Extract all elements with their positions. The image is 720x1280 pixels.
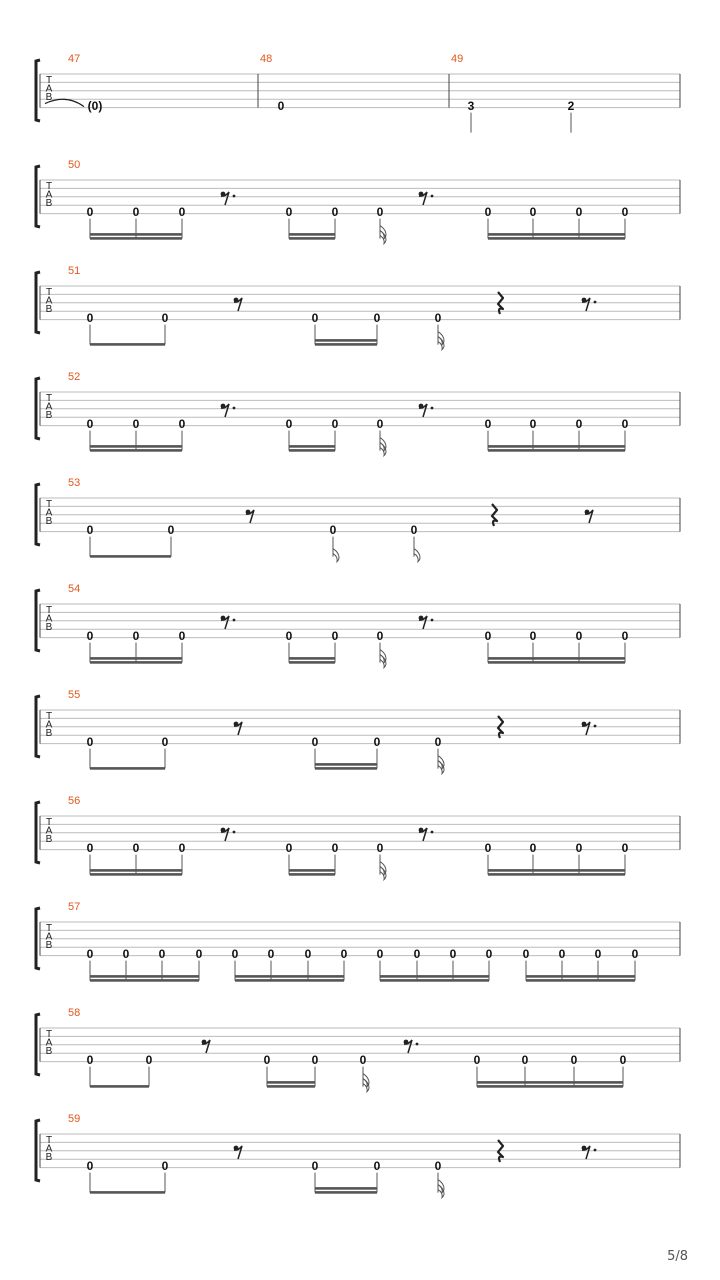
beam [488, 657, 625, 660]
fret-number: 0 [529, 417, 537, 432]
beam [90, 657, 182, 660]
tab-clef-letter: B [45, 1045, 53, 1057]
tab-clef-letter: B [45, 621, 53, 633]
fret-number: 0 [277, 99, 285, 114]
measure-number: 58 [68, 1007, 81, 1019]
beam [477, 1081, 623, 1084]
measure-number: 54 [68, 583, 81, 595]
beam [289, 657, 335, 660]
system-bracket [36, 166, 40, 227]
tab-clef-letter: T [45, 817, 53, 828]
fret-number: 0 [558, 947, 566, 962]
staff-system [36, 1113, 680, 1198]
fret-number: 0 [575, 417, 583, 432]
tab-clef-letter: B [45, 303, 53, 315]
beam [90, 555, 171, 558]
beam [90, 873, 182, 876]
fret-number: 0 [86, 947, 94, 962]
rest-dot [431, 407, 434, 410]
measure-number: 57 [68, 901, 81, 913]
system-bracket [36, 908, 40, 969]
tab-clef-letter: A [45, 401, 53, 413]
note-flag [333, 549, 339, 562]
beam [315, 767, 377, 770]
fret-number: 0 [311, 311, 319, 326]
fret-number: 0 [575, 629, 583, 644]
beam [235, 979, 344, 982]
fret-number: 0 [631, 947, 639, 962]
staff-system [36, 159, 680, 244]
tab-clef-letter: A [45, 931, 53, 943]
beam [90, 449, 182, 452]
fret-number: 0 [413, 947, 421, 962]
fret-number: 0 [529, 629, 537, 644]
fret-number: 0 [161, 311, 169, 326]
tab-clef-letter: A [45, 1143, 53, 1155]
beam [289, 869, 335, 872]
measure-number: 52 [68, 371, 81, 383]
fret-number: 0 [161, 735, 169, 750]
fret-number: 0 [86, 523, 94, 538]
fret-number: 0 [86, 417, 94, 432]
fret-number: 0 [621, 629, 629, 644]
fret-number: 0 [311, 1159, 319, 1174]
beam [90, 1085, 149, 1088]
fret-number: 0 [178, 205, 186, 220]
fret-number: 0 [484, 205, 492, 220]
fret-number: 0 [311, 1053, 319, 1068]
fret-number: 0 [263, 1053, 271, 1068]
staff-system [36, 1007, 680, 1092]
beam [289, 237, 335, 240]
beam [315, 339, 377, 342]
beam [289, 449, 335, 452]
beam [289, 445, 335, 448]
system-bracket [36, 802, 40, 863]
fret-number: 0 [484, 841, 492, 856]
fret-number: 0 [86, 735, 94, 750]
beam [315, 1187, 377, 1190]
fret-number: 0 [86, 311, 94, 326]
fret-number: 0 [449, 947, 457, 962]
beam [315, 1191, 377, 1194]
measure-number: 47 [68, 53, 81, 65]
tab-clef-letter: A [45, 295, 53, 307]
fret-number: 0 [575, 205, 583, 220]
beam [526, 975, 635, 978]
fret-number: 0 [178, 417, 186, 432]
tab-clef-letter: A [45, 189, 53, 201]
tab-clef-letter: T [45, 181, 53, 192]
fret-number: 0 [331, 841, 339, 856]
beam [90, 767, 165, 770]
system-bracket [36, 1120, 40, 1181]
beam [289, 873, 335, 876]
fret-number: 0 [86, 1159, 94, 1174]
staff-system [36, 265, 680, 350]
system-bracket [36, 378, 40, 439]
tab-clef-letter: A [45, 613, 53, 625]
fret-number: 0 [285, 417, 293, 432]
beam [488, 873, 625, 876]
tab-clef-letter: A [45, 1037, 53, 1049]
beam [235, 975, 344, 978]
fret-number: 0 [267, 947, 275, 962]
beam [526, 979, 635, 982]
beam [488, 449, 625, 452]
fret-number: 0 [86, 841, 94, 856]
tab-clef-letter: A [45, 825, 53, 837]
tab-clef-letter: B [45, 1151, 53, 1163]
rest-dot [594, 301, 597, 304]
system-bracket [36, 484, 40, 545]
fret-number: 0 [376, 947, 384, 962]
rest-dot [594, 725, 597, 728]
fret-number: 0 [434, 1159, 442, 1174]
beam [488, 445, 625, 448]
tab-clef-letter: B [45, 939, 53, 951]
page-number: 5/8 [667, 1249, 688, 1264]
note-flag [414, 549, 420, 562]
beam [477, 1085, 623, 1088]
beam [289, 233, 335, 236]
beam [90, 237, 182, 240]
beam [90, 975, 199, 978]
fret-number: 0 [86, 205, 94, 220]
fret-number: 0 [132, 629, 140, 644]
fret-number: 0 [86, 629, 94, 644]
fret-number: 0 [373, 311, 381, 326]
fret-number: 0 [594, 947, 602, 962]
fret-number: 0 [373, 735, 381, 750]
system-bracket [36, 590, 40, 651]
beam [267, 1081, 315, 1084]
system-bracket [36, 272, 40, 333]
system-bracket [36, 696, 40, 757]
rest-dot [233, 831, 236, 834]
tab-clef-letter: T [45, 393, 53, 404]
rest-dot [233, 619, 236, 622]
fret-number: 0 [373, 1159, 381, 1174]
fret-number: 0 [331, 205, 339, 220]
fret-number: 0 [484, 417, 492, 432]
tab-clef-letter: T [45, 287, 53, 298]
fret-number: 0 [376, 417, 384, 432]
fret-number: 0 [522, 947, 530, 962]
fret-number: 0 [621, 841, 629, 856]
tab-clef-letter: T [45, 499, 53, 510]
beam [90, 1191, 165, 1194]
fret-number: 0 [132, 417, 140, 432]
fret-number: 0 [521, 1053, 529, 1068]
staff-system [36, 795, 680, 880]
measure-number: 51 [68, 265, 81, 277]
fret-number: 0 [167, 523, 175, 538]
fret-number: (0) [87, 99, 103, 114]
fret-number: 0 [285, 205, 293, 220]
fret-number: 3 [467, 99, 475, 114]
beam [315, 763, 377, 766]
tab-clef-letter: T [45, 1029, 53, 1040]
tab-clef-letter: A [45, 83, 53, 95]
fret-number: 0 [331, 417, 339, 432]
beam [488, 869, 625, 872]
fret-number: 0 [376, 841, 384, 856]
measure-number: 49 [451, 53, 464, 65]
beam [488, 233, 625, 236]
fret-number: 0 [484, 629, 492, 644]
fret-number: 0 [570, 1053, 578, 1068]
fret-number: 0 [285, 841, 293, 856]
rest-dot [416, 1043, 419, 1046]
fret-number: 0 [158, 947, 166, 962]
measure-number: 55 [68, 689, 81, 701]
fret-number: 0 [132, 841, 140, 856]
beam [90, 661, 182, 664]
fret-number: 0 [231, 947, 239, 962]
rest-dot [431, 619, 434, 622]
staff-system [36, 53, 680, 133]
fret-number: 0 [575, 841, 583, 856]
tab-clef-letter: A [45, 507, 53, 519]
fret-number: 0 [529, 841, 537, 856]
fret-number: 2 [567, 99, 575, 114]
tab-clef-letter: B [45, 727, 53, 739]
staff-system [36, 901, 680, 982]
beam [380, 975, 489, 978]
system-bracket [36, 60, 40, 121]
tab-clef-letter: T [45, 1135, 53, 1146]
tab-clef-letter: T [45, 605, 53, 616]
beam [90, 445, 182, 448]
tab-clef-letter: B [45, 833, 53, 845]
measure-number: 53 [68, 477, 81, 489]
staff-system [36, 477, 680, 562]
fret-number: 0 [86, 1053, 94, 1068]
fret-number: 0 [145, 1053, 153, 1068]
measure-number: 56 [68, 795, 81, 807]
fret-number: 0 [331, 629, 339, 644]
fret-number: 0 [434, 735, 442, 750]
beam [90, 233, 182, 236]
fret-number: 0 [621, 205, 629, 220]
fret-number: 0 [340, 947, 348, 962]
fret-number: 0 [329, 523, 337, 538]
measure-number: 50 [68, 159, 81, 171]
fret-number: 0 [285, 629, 293, 644]
fret-number: 0 [376, 629, 384, 644]
tab-clef-letter: T [45, 75, 53, 86]
beam [90, 343, 165, 346]
fret-number: 0 [619, 1053, 627, 1068]
measure-number: 59 [68, 1113, 81, 1125]
beam [380, 979, 489, 982]
staff-system [36, 371, 680, 456]
beam [315, 343, 377, 346]
fret-number: 0 [621, 417, 629, 432]
staff-system [36, 689, 680, 774]
fret-number: 0 [161, 1159, 169, 1174]
fret-number: 0 [178, 629, 186, 644]
rest-dot [233, 407, 236, 410]
fret-number: 0 [132, 205, 140, 220]
beam [488, 237, 625, 240]
fret-number: 0 [359, 1053, 367, 1068]
beam [289, 661, 335, 664]
fret-number: 0 [473, 1053, 481, 1068]
system-bracket [36, 1014, 40, 1075]
fret-number: 0 [304, 947, 312, 962]
rest-dot [431, 831, 434, 834]
staff-system [36, 583, 680, 668]
tab-clef-letter: T [45, 711, 53, 722]
beam [90, 979, 199, 982]
beam [488, 661, 625, 664]
fret-number: 0 [376, 205, 384, 220]
fret-number: 0 [122, 947, 130, 962]
tab-clef-letter: T [45, 923, 53, 934]
tab-clef-letter: B [45, 197, 53, 209]
beam [90, 869, 182, 872]
tab-clef-letter: A [45, 719, 53, 731]
fret-number: 0 [410, 523, 418, 538]
fret-number: 0 [529, 205, 537, 220]
tab-clef-letter: B [45, 515, 53, 527]
fret-number: 0 [311, 735, 319, 750]
beam [267, 1085, 315, 1088]
tab-clef-letter: B [45, 409, 53, 421]
fret-number: 0 [434, 311, 442, 326]
fret-number: 0 [195, 947, 203, 962]
fret-number: 0 [485, 947, 493, 962]
tab-clef-letter: B [45, 91, 53, 103]
rest-dot [594, 1149, 597, 1152]
rest-dot [233, 195, 236, 198]
measure-number: 48 [260, 53, 273, 65]
fret-number: 0 [178, 841, 186, 856]
rest-dot [431, 195, 434, 198]
